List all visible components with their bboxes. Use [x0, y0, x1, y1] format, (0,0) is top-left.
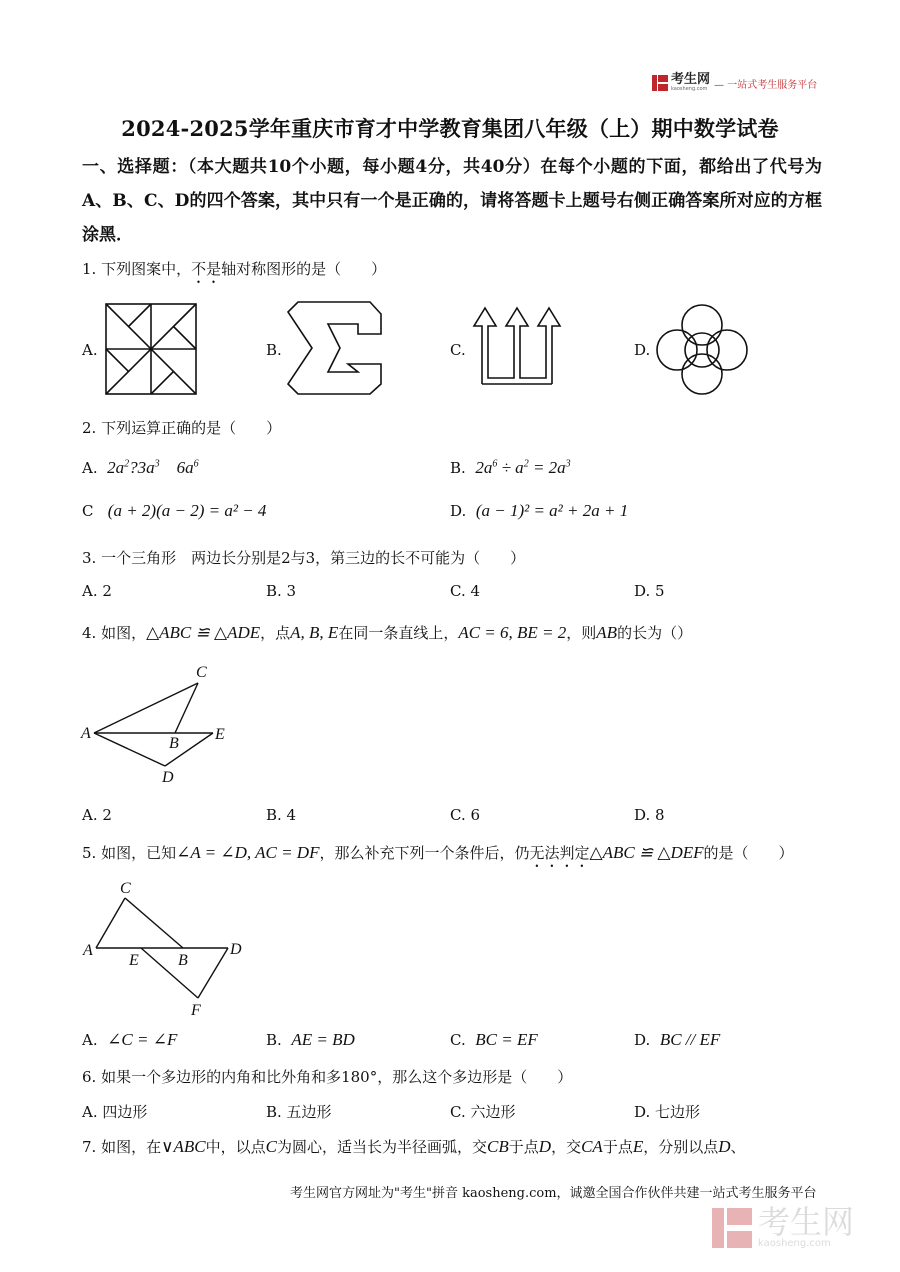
- page-title: 2024-2025学年重庆市育才中学教育集团八年级（上）期中数学试卷: [121, 116, 779, 141]
- q4-option-b: B. 4: [266, 806, 297, 824]
- emphasis-not: 不是: [191, 260, 222, 278]
- question-6-stem: 6. 如果一个多边形的内角和比外角和多180°，那么这个多边形是（ ）: [82, 1068, 573, 1086]
- q1-option-a-label: A.: [82, 341, 98, 359]
- question-4-stem: 4. 如图，△ABC ≌ △ADE，点A, B, E在同一条直线上，AC = 6, BE = 2，则AB的长为（）: [82, 623, 693, 642]
- sigma-figure: [286, 300, 384, 396]
- question-3-stem: 3. 一个三角形 两边长分别是2与3，第三边的长不可能为（ ）: [82, 549, 526, 567]
- header-logo: [652, 74, 817, 92]
- q5-option-d: D. BC // EF: [634, 1030, 721, 1049]
- question-7-stem: 7. 如图，在∨ABC中，以点C为圆心，适当长为半径画弧，交CB于点D，交CA于点E，分别以点D、: [82, 1137, 746, 1156]
- point-label-c: C: [120, 880, 131, 897]
- logo-icon: [652, 75, 668, 91]
- question-5-stem: 5. 如图，已知∠A = ∠D, AC = DF，那么补充下列一个条件后，仍无法判定△ABC ≌ △DEF的是（ ）: [82, 843, 794, 862]
- section-heading: 一、选择题：（本大题共10个小题，每小题4分，共40分）在每个小题的下面，都给出了代号为A、B、C、D的四个答案，其中只有一个是正确的，请将答题卡上题号右侧正确答案所对应的方框涂黑．: [82, 157, 822, 245]
- q5-triangle-figure: [78, 876, 258, 1021]
- q6-option-d: D. 七边形: [634, 1103, 701, 1121]
- q2-option-c: C (a + 2)(a − 2) = a² − 4: [82, 501, 267, 520]
- point-label-e: E: [129, 952, 139, 969]
- watermark-logo-icon: [712, 1208, 752, 1248]
- q5-option-a: A. ∠C = ∠F: [82, 1030, 178, 1049]
- watermark-sub: kaosheng.com: [758, 1238, 831, 1249]
- q6-option-a: A. 四边形: [82, 1103, 148, 1121]
- header-slogan: — 一站式考生服务平台: [714, 79, 818, 91]
- q6-option-b: B. 五边形: [266, 1103, 332, 1121]
- point-label-a: A: [81, 725, 91, 742]
- segment-cb: [125, 898, 183, 948]
- emphasis-cannot: 无法判定: [529, 844, 590, 862]
- point-label-d: D: [230, 941, 242, 958]
- q5-option-c: C. BC = EF: [450, 1030, 538, 1049]
- point-label-e: E: [215, 726, 225, 743]
- segment-ac: [96, 898, 125, 948]
- q2-option-b: B. $2a^6 \div a^2 = 2a^3$: [450, 458, 571, 477]
- point-label-b: B: [169, 735, 179, 752]
- q3-option-d: D. 5: [634, 582, 665, 600]
- logo-sub: kaosheng.com: [671, 86, 708, 92]
- watermark-name: 考生网: [758, 1203, 855, 1241]
- segment-cb: [175, 683, 198, 733]
- q5-option-b: B. AE = BD: [266, 1030, 355, 1049]
- q4-triangle-figure: [78, 660, 248, 790]
- four-circles-figure: [653, 302, 751, 398]
- q4-option-a: A. 2: [82, 806, 112, 824]
- point-label-d: D: [162, 769, 174, 786]
- watermark: [712, 1203, 855, 1249]
- q1-option-d-label: D.: [634, 341, 651, 359]
- segment-ac: [94, 683, 198, 733]
- q2-option-d: D. (a − 1)² = a² + 2a + 1: [450, 501, 629, 520]
- q4-option-d: D. 8: [634, 806, 665, 824]
- point-label-b: B: [178, 952, 188, 969]
- point-label-a: A: [83, 942, 93, 959]
- point-label-c: C: [196, 664, 207, 681]
- q3-option-a: A. 2: [82, 582, 112, 600]
- q1-option-c-label: C.: [450, 341, 466, 359]
- point-label-f: F: [191, 1002, 201, 1019]
- segment-ad: [94, 733, 165, 766]
- question-1-stem: 1. 下列图案中，不是轴对称图形的是（ ）: [82, 260, 387, 278]
- q3-option-c: C. 4: [450, 582, 481, 600]
- pinwheel-figure: [104, 302, 198, 396]
- logo-name: 考生网: [671, 72, 711, 87]
- q3-option-b: B. 3: [266, 582, 297, 600]
- q2-option-a: A. $2a^2?3a^3$ $6a^6$: [82, 458, 199, 477]
- q4-option-c: C. 6: [450, 806, 481, 824]
- footer-text: 考生网官方网址为"考生"拼音 kaosheng.com，诚邀全国合作伙伴共建一站式考生服务平台: [290, 1186, 817, 1201]
- trident-figure: [472, 304, 570, 394]
- q1-option-b-label: B.: [266, 341, 282, 359]
- question-2-stem: 2. 下列运算正确的是（ ）: [82, 419, 282, 437]
- segment-ef: [141, 948, 198, 998]
- segment-fd: [198, 948, 228, 998]
- q6-option-c: C. 六边形: [450, 1103, 516, 1121]
